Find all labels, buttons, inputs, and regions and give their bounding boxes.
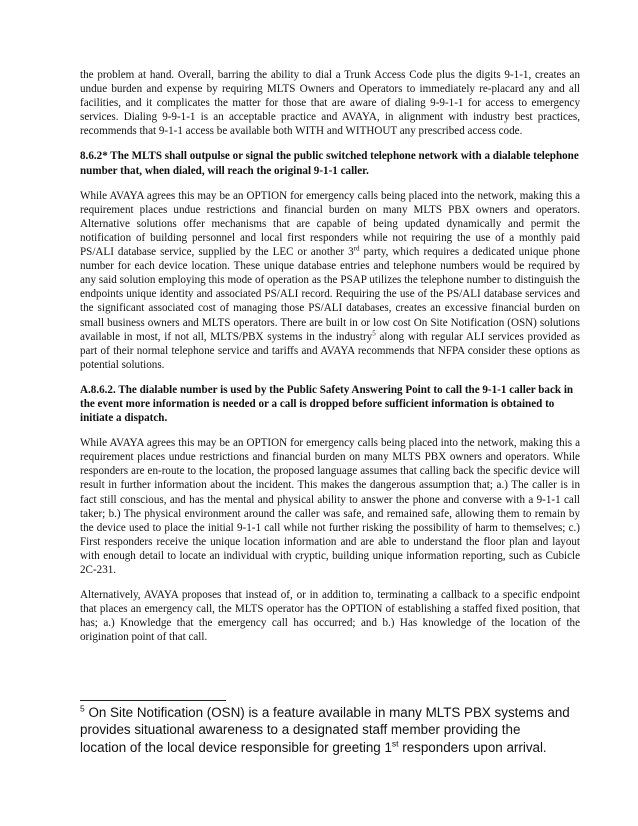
footnote <box>80 704 570 756</box>
paragraph-a-8-6-2-response: While AVAYA agrees this may be an OPTION for emergency calls being placed into the network, making this a requirement places undue restrictions and financial burden on many MLTS PBX owners and operators. While responders are en-route to the location, the proposed language assumes that calling back the specific device will result in further information about the incident. This makes the dangerous assumption that; a.) The caller is in fact still conscious, and has the mental and physical ability to answer the phone and converse with a 9-1-1 call taker; b.) The physical environment around the caller was safe, and remained safe, allowing them to remain by the device used to place the initial 9-1-1 call while not further risking the possibility of harm to themselves; c.) First responders receive the unique location information and are able to understand the floor plan and layout with enough detail to locate an individual with cryptic, building unique information reporting, such as Cubicle 2C-231. <box>80 437 580 576</box>
paragraph-text: party, which requires a dedicated unique phone number for each device location. These unique database entries and telephone numbers would be required by any said solution employing this mode of operation as the PSAP utilizes the telephone number to distinguish the endpoints unique identity and associated PS/ALI record. Requiring the use of the PS/ALI database services and the significant associated cost of managing those PS/ALI databases, creates an excessive financial burden on small business owners and MLTS operators. There are built in or low cost On Site Notification (OSN) solutions available in most, if not all, MLTS/PBX systems in the industry <box>80 246 580 343</box>
footnote-text: responders upon arrival. <box>398 739 547 755</box>
footnote-reference[interactable]: 5 <box>372 328 376 337</box>
paragraph-intro: the problem at hand. Overall, barring the ability to dial a Trunk Access Code plus the digits 9-1-1, creates an undue burden and expense by requiring MLTS Owners and Operators to immediately re-placard any and all facilities, and it complicates the matter for those that are aware of dialing 9-9-1-1 for access to emergency services. Dialing 9-9-1-1 is an acceptable practice and AVAYA, in alignment with industry best practices, recommends that 9-1-1 access be available both WITH and WITHOUT any prescribed access code. <box>80 69 580 138</box>
footnote-text: On Site Notification (OSN) is a feature available in many MLTS PBX systems and provides situational awareness to a designated staff member providing the location of the local device responsible for greeting 1 <box>80 705 570 755</box>
section-heading-8-6-2: 8.6.2* The MLTS shall outpulse or signal the public switched telephone network with a dialable telephone number that, when dialed, will reach the original 9-1-1 caller. <box>80 150 579 177</box>
superscript-rd: rd <box>353 244 360 253</box>
footnote-marker: 5 <box>80 703 85 714</box>
paragraph-text: While AVAYA agrees this may be an OPTION for emergency calls being placed into the network, making this a requirement places undue restrictions and financial burden on many MLTS PBX owners and operators. Alternative solutions offer mechanisms that are capable of being updated dynamically and permit the notification of building personnel and local first responders while not requiring the use of a monthly paid PS/ALI database service, supplied by the LEC or another 3 <box>80 189 580 259</box>
paragraph-8-6-2-response <box>80 189 580 372</box>
superscript-st: st <box>391 738 399 749</box>
paragraph-text: along with regular ALI services provided as part of their normal telephone service and tariffs and AVAYA recommends that NFPA consider these options as potential solutions. <box>80 330 580 371</box>
paragraph-alternative: Alternatively, AVAYA proposes that instead of, or in addition to, terminating a callback to a specific endpoint that places an emergency call, the MLTS operator has the OPTION of establishing a staffed fixed position, that has; a.) Knowledge that the emergency call has occurred; and b.) Has knowledge of the location of the origination point of that call. <box>80 589 580 644</box>
section-heading-a-8-6-2: A.8.6.2. The dialable number is used by the Public Safety Answering Point to call the 9-1-1 caller back in the event more information is needed or a call is dropped before sufficient information is obtained to initiate a dispatch. <box>80 383 574 425</box>
footnote-divider <box>80 700 226 701</box>
